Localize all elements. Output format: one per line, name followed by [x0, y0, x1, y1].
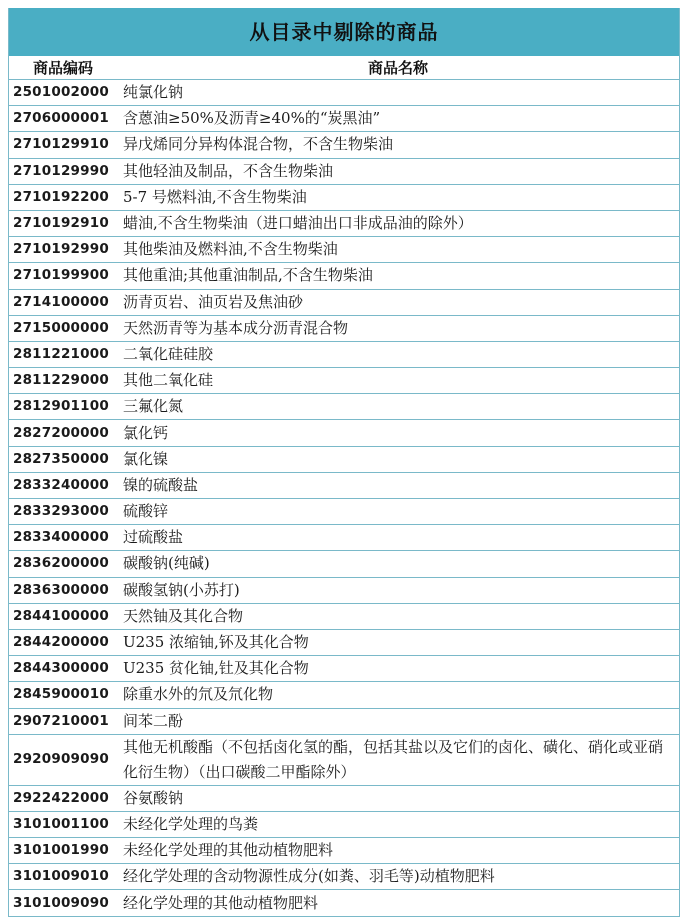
table-row: [9, 890, 679, 916]
commodity-code: 2811221000: [9, 341, 117, 367]
header-code: 商品编码: [9, 56, 117, 80]
commodity-code: 2714100000: [9, 289, 117, 315]
commodity-code: 2811229000: [9, 368, 117, 394]
commodity-code: 2710192200: [9, 184, 117, 210]
table-row: [9, 289, 679, 315]
table-row: [9, 551, 679, 577]
table-title: 从目录中剔除的商品: [9, 8, 679, 56]
commodity-name: 其他无机酸酯（不包括卤化氢的酯，包括其盐以及它们的卤化、磺化、硝化或亚硝化衍生物）（出口碳酸二甲酯除外）: [117, 734, 679, 785]
table-row: [9, 158, 679, 184]
commodity-name: 异戊烯同分异构体混合物，不含生物柴油: [117, 132, 679, 158]
commodity-name: 其他柴油及燃料油,不含生物柴油: [117, 237, 679, 263]
table-row: [9, 106, 679, 132]
commodity-code: 2844100000: [9, 603, 117, 629]
commodity-name: 蜡油,不含生物柴油（进口蜡油出口非成品油的除外）: [117, 210, 679, 236]
commodity-name: 纯氯化钠: [117, 80, 679, 106]
commodity-code: 2907210001: [9, 708, 117, 734]
commodity-code: 2706000001: [9, 106, 117, 132]
commodity-name: 沥青页岩、油页岩及焦油砂: [117, 289, 679, 315]
table-row: [9, 603, 679, 629]
commodity-code: 2710129990: [9, 158, 117, 184]
table-row: [9, 210, 679, 236]
commodity-code: 2844200000: [9, 629, 117, 655]
commodity-code: 2710192910: [9, 210, 117, 236]
table-row: [9, 184, 679, 210]
commodity-name: 碳酸钠(纯碱): [117, 551, 679, 577]
commodity-code: 2833293000: [9, 499, 117, 525]
commodity-code: 2836300000: [9, 577, 117, 603]
table-row: [9, 656, 679, 682]
header-row: [9, 56, 679, 80]
commodity-code: 2845900010: [9, 682, 117, 708]
commodity-name: 未经化学处理的鸟粪: [117, 811, 679, 837]
table-row: [9, 472, 679, 498]
commodity-code: 2710192990: [9, 237, 117, 263]
commodity-name: 镍的硫酸盐: [117, 472, 679, 498]
table-row: [9, 315, 679, 341]
table-body: [9, 80, 679, 917]
table-row: [9, 811, 679, 837]
commodity-name: 天然沥青等为基本成分沥青混合物: [117, 315, 679, 341]
table-row: [9, 237, 679, 263]
table-row: [9, 132, 679, 158]
table-row: [9, 525, 679, 551]
commodity-code: 2844300000: [9, 656, 117, 682]
table-row: [9, 838, 679, 864]
commodity-code: 2710199900: [9, 263, 117, 289]
commodity-name: 经化学处理的其他动植物肥料: [117, 890, 679, 916]
commodity-name: 5-7 号燃料油,不含生物柴油: [117, 184, 679, 210]
commodity-name: 除重水外的氘及氘化物: [117, 682, 679, 708]
commodity-name: 三氟化氮: [117, 394, 679, 420]
table-row: [9, 420, 679, 446]
commodity-name: 二氧化硅硅胶: [117, 341, 679, 367]
commodity-name: 其他重油;其他重油制品,不含生物柴油: [117, 263, 679, 289]
table-row: [9, 80, 679, 106]
commodity-name: 天然铀及其化合物: [117, 603, 679, 629]
commodity-code: 3101001100: [9, 811, 117, 837]
commodity-code: 3101009010: [9, 864, 117, 890]
commodity-code: 2922422000: [9, 785, 117, 811]
commodity-table: [9, 56, 679, 917]
commodity-name: 碳酸氢钠(小苏打): [117, 577, 679, 603]
commodity-code: 2812901100: [9, 394, 117, 420]
commodity-code: 2836200000: [9, 551, 117, 577]
commodity-name: 氯化镍: [117, 446, 679, 472]
table-row: [9, 629, 679, 655]
commodity-table-panel: [8, 8, 680, 917]
commodity-name: U235 贫化铀,钍及其化合物: [117, 656, 679, 682]
commodity-code: 3101009090: [9, 890, 117, 916]
table-row: [9, 341, 679, 367]
table-row: [9, 864, 679, 890]
commodity-code: 3101001990: [9, 838, 117, 864]
table-row: [9, 499, 679, 525]
table-row: [9, 785, 679, 811]
commodity-name: U235 浓缩铀,钚及其化合物: [117, 629, 679, 655]
commodity-code: 2715000000: [9, 315, 117, 341]
table-row: [9, 446, 679, 472]
commodity-code: 2833400000: [9, 525, 117, 551]
commodity-name: 过硫酸盐: [117, 525, 679, 551]
table-row: [9, 577, 679, 603]
commodity-code: 2827350000: [9, 446, 117, 472]
commodity-name: 经化学处理的含动物源性成分(如粪、羽毛等)动植物肥料: [117, 864, 679, 890]
table-row: [9, 682, 679, 708]
table-row: [9, 368, 679, 394]
commodity-name: 间苯二酚: [117, 708, 679, 734]
commodity-name: 未经化学处理的其他动植物肥料: [117, 838, 679, 864]
table-row: [9, 263, 679, 289]
commodity-name: 含蒽油≥50%及沥青≥40%的“炭黑油”: [117, 106, 679, 132]
commodity-code: 2827200000: [9, 420, 117, 446]
commodity-name: 硫酸锌: [117, 499, 679, 525]
header-name: 商品名称: [117, 56, 679, 80]
commodity-name: 谷氨酸钠: [117, 785, 679, 811]
table-row: [9, 734, 679, 785]
commodity-name: 其他轻油及制品，不含生物柴油: [117, 158, 679, 184]
commodity-name: 其他二氧化硅: [117, 368, 679, 394]
commodity-name: 氯化钙: [117, 420, 679, 446]
table-row: [9, 394, 679, 420]
commodity-code: 2920909090: [9, 734, 117, 785]
commodity-code: 2833240000: [9, 472, 117, 498]
commodity-code: 2710129910: [9, 132, 117, 158]
table-row: [9, 708, 679, 734]
commodity-code: 2501002000: [9, 80, 117, 106]
